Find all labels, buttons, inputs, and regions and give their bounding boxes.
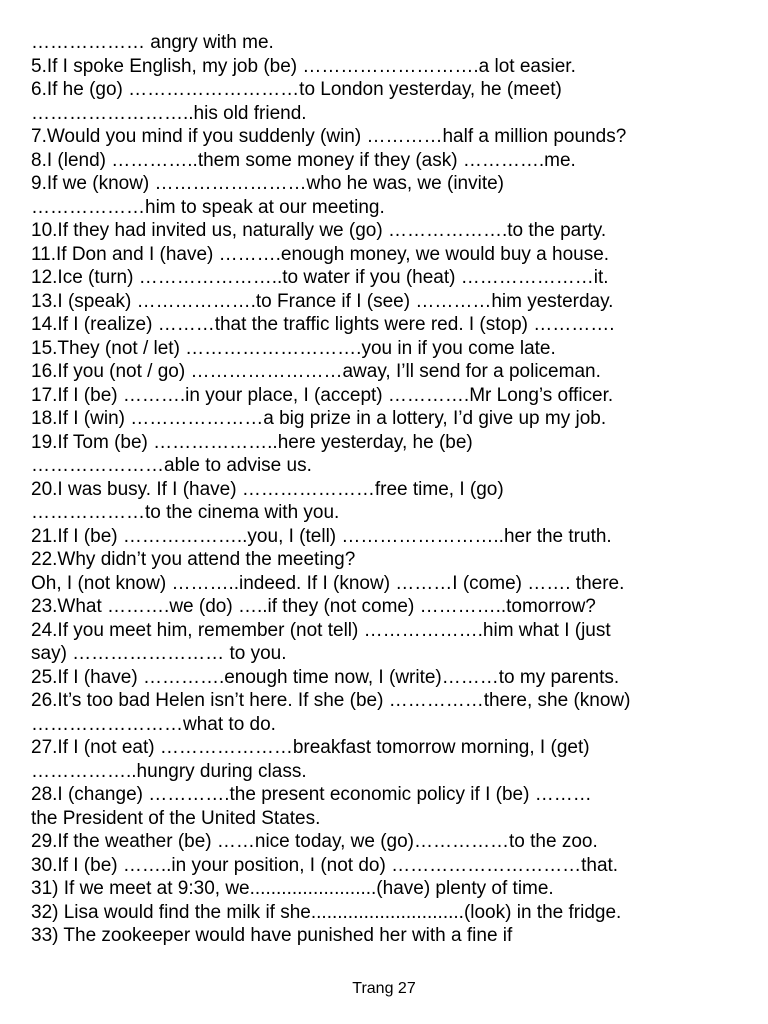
text-line: 12.Ice (turn) …………………..to water if you (heat) …………………it. bbox=[31, 267, 609, 288]
text-line: 7.Would you mind if you suddenly (win) …………half a million pounds? bbox=[31, 126, 627, 147]
text-line: 19.If Tom (be) ………………..here yesterday, he (be) bbox=[31, 431, 473, 453]
text-line: 8.I (lend) …………..them some money if they (ask) ………….me. bbox=[31, 149, 576, 171]
text-line: 11.If Don and I (have) ……….enough money, we would buy a house. bbox=[31, 243, 610, 265]
text-line: 25.If I (have) ………….enough time now, I (write)………to my parents. bbox=[31, 666, 620, 688]
text-line: 6.If he (go) ………………………to London yesterday, he (meet) bbox=[31, 79, 562, 100]
text-line: 5.If I spoke English, my job (be) ……………………….a lot easier. bbox=[31, 55, 576, 77]
text-line: 29.If the weather (be) ……nice today, we (go)……………to the zoo. bbox=[31, 831, 598, 852]
text-line: 10.If they had invited us, naturally we (go) ……………….to the party. bbox=[31, 220, 607, 241]
text-line: 9.If we (know) ……………………who he was, we (invite) bbox=[31, 173, 505, 194]
text-line: 21.If I (be) ………………..you, I (tell) ……………………..her the truth. bbox=[31, 525, 612, 547]
text-line: 23.What ……….we (do) …..if they (not come) …………..tomorrow? bbox=[31, 596, 596, 617]
page-number: Trang 27 bbox=[352, 980, 416, 997]
text-line: ……………… angry with me. bbox=[31, 32, 274, 53]
text-line: 28.I (change) ………….the present economic policy if I (be) ……… bbox=[31, 784, 592, 805]
text-line: 17.If I (be) ……….in your place, I (accept) ………….Mr Long’s officer. bbox=[31, 384, 614, 406]
text-line: 18.If I (win) …………………a big prize in a lottery, I’d give up my job. bbox=[31, 408, 607, 429]
text-line: the President of the United States. bbox=[31, 807, 321, 829]
text-line: ………………to the cinema with you. bbox=[31, 502, 340, 523]
text-line: ……………..hungry during class. bbox=[31, 760, 307, 782]
text-line: say) …………………… to you. bbox=[31, 643, 287, 664]
exercise-text bbox=[31, 31, 751, 948]
text-line: 20.I was busy. If I (have) …………………free time, I (go) bbox=[31, 478, 504, 500]
text-line: 14.If I (realize) ………that the traffic lights were red. I (stop) …………. bbox=[31, 314, 615, 335]
text-line: ………………him to speak at our meeting. bbox=[31, 196, 385, 218]
text-line: Oh, I (not know) ………..indeed. If I (know) ………I (come) ……. there. bbox=[31, 572, 625, 594]
text-line: ……………………what to do. bbox=[31, 713, 276, 735]
text-line: 27.If I (not eat) …………………breakfast tomorrow morning, I (get) bbox=[31, 737, 590, 758]
text-line: 30.If I (be) ……..in your position, I (not do) …………………………that. bbox=[31, 854, 619, 876]
text-line: 24.If you meet him, remember (not tell) ……………….him what I (just bbox=[31, 619, 611, 641]
text-line: 31) If we meet at 9:30, we........................(have) plenty of time. bbox=[31, 878, 554, 899]
text-line: 15.They (not / let) ……………………….you in if you come late. bbox=[31, 337, 556, 359]
text-line: 33) The zookeeper would have punished her with a fine if bbox=[31, 925, 513, 946]
text-line: …………………able to advise us. bbox=[31, 455, 312, 476]
text-line: 22.Why didn’t you attend the meeting? bbox=[31, 549, 356, 570]
text-line: 26.It’s too bad Helen isn’t here. If she (be) ……………there, she (know) bbox=[31, 690, 631, 711]
text-line: ……………………..his old friend. bbox=[31, 102, 307, 124]
text-line: 16.If you (not / go) ……………………away, I’ll send for a policeman. bbox=[31, 361, 601, 382]
text-line: 13.I (speak) ……………….to France if I (see) …………him yesterday. bbox=[31, 290, 614, 312]
text-line: 32) Lisa would find the milk if she.............................(look) in the fridge. bbox=[31, 901, 622, 923]
